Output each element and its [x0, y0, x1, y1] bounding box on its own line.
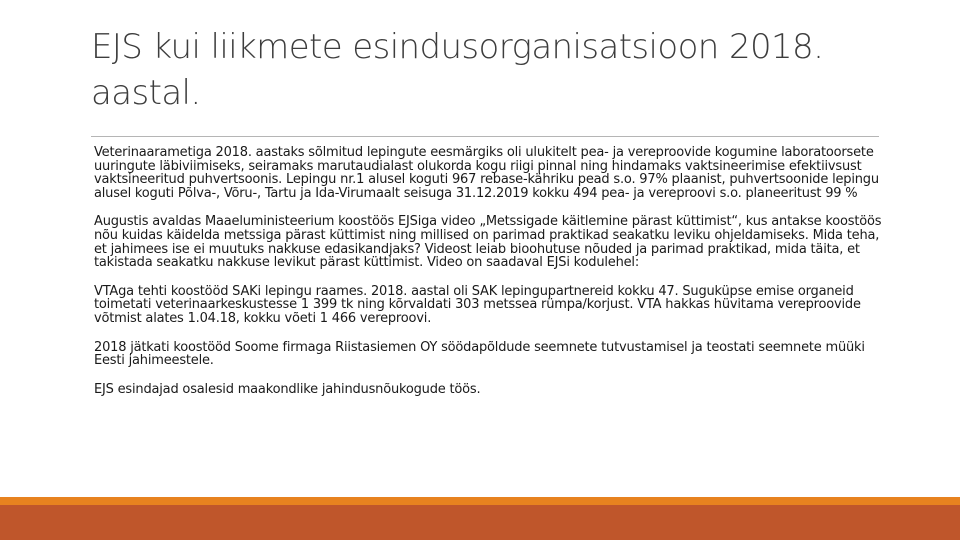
slide-body: [94, 146, 882, 411]
footer-accent-bar: [0, 497, 960, 505]
paragraph-county-councils: EJS esindajad osalesid maakondlike jahindusnõukogude töös.: [94, 381, 481, 397]
paragraph-vta-cooperation: VTAga tehti koostööd SAKi lepingu raames. 2018. aastal oli SAK lepingupartnereid kokku 47. Suguküpse emise organeid toimetati veterinaarkeskustesse 1 399 tk ning kõrvaldati 303 metssea rümpa/korjust. VTA hakkas hüvitama vereproovide võtmist alates 1.04.18, kokku võeti 1 466 vereproovi.: [94, 283, 861, 326]
slide-title: EJS kui liikmete esindusorganisatsioon 2018. aastal.: [91, 27, 824, 113]
paragraph-veterinary-contracts: Veterinaarametiga 2018. aastaks sõlmitud lepingute eesmärgiks oli ulukitelt pea- ja vereproovide kogumine laboratoorsete uuringute läbiviimiseks, seiramaks marutaudialast olukorda kogu riigi pinnal ning hindamaks vaktsineerimise efektiivsust vaktsineeritud puhvertsoonis. Lepingu nr.1 alusel koguti 967 rebase-kähriku pead s.o. 97% plaanist, puhvertsoonide lepingu alusel koguti Põlva-, Võru-, Tartu ja Ida-Virumaalt seisuga 31.12.2019 kokku 494 pea- ja vereproovi s.o. planeeritust 99 %: [94, 145, 879, 201]
paragraph-riistasiemen: 2018 jätkati koostööd Soome firmaga Riistasiemen OY söödapõldude seemnete tutvustamisel ja teostati seemnete müüki Eesti jahimeestele.: [94, 339, 865, 369]
title-divider: [91, 136, 879, 137]
footer-band: [0, 505, 960, 540]
paragraph-video: Augustis avaldas Maaeluministeerium koostöös EJSiga video „Metssigade käitlemine pärast küttimist“, kus antakse koostöös nõu kuidas käidelda metssiga pärast küttimist ning millised on parimad praktikad seakatku leviku ohjeldamiseks. Mida teha, et jahimees ise ei muutuks nakkuse edasikandjaks? Videost leiab bioohutuse nõuded ja parimad praktikad, mida täita, et takistada seakatku nakkuse levikut pärast küttimist. Video on saadaval EJSi kodulehel:: [94, 214, 882, 271]
